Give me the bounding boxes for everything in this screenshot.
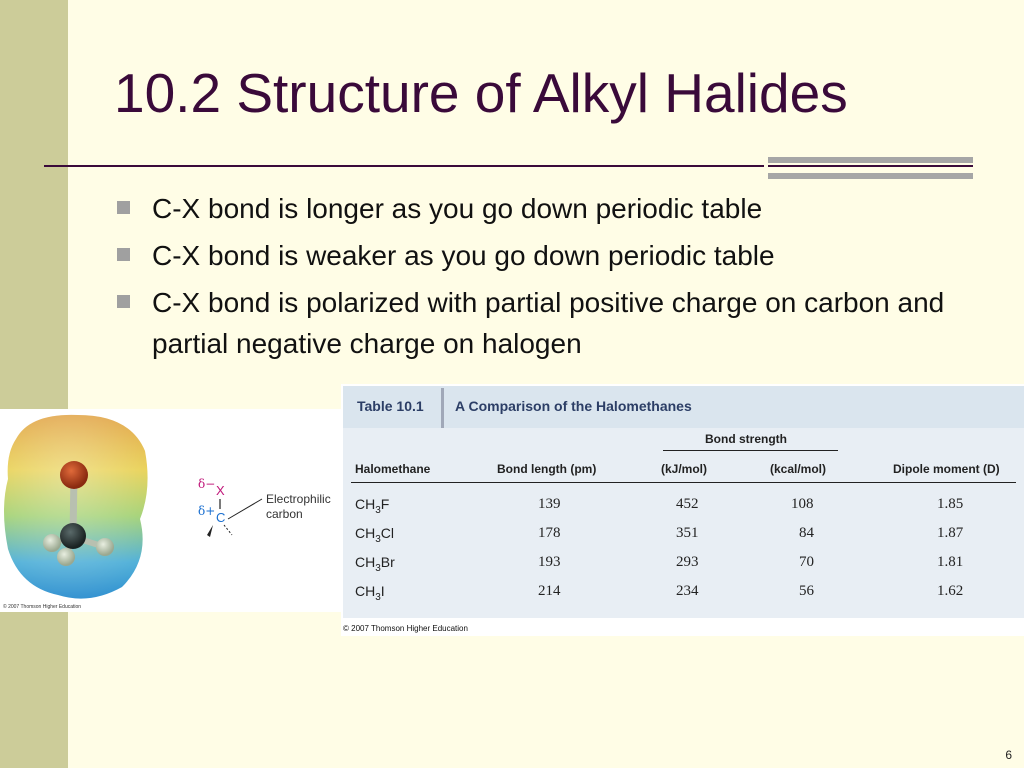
cell-kcal: 84 — [799, 525, 814, 541]
bullet-item — [115, 188, 975, 229]
cell-dipole: 1.62 — [937, 583, 964, 599]
delta-minus-label: δ− — [198, 477, 216, 491]
cell-kcal: 108 — [791, 496, 814, 512]
col-header-bond-length: Bond length (pm) — [497, 462, 597, 476]
hydrogen-atom — [57, 548, 75, 566]
table-body — [343, 428, 1024, 618]
carbon-label: carbon — [266, 507, 303, 521]
page-number: 6 — [1005, 748, 1012, 762]
carbon-atom-label: C — [216, 510, 226, 525]
cell-halomethane: $CH_3I$ — [355, 583, 385, 603]
figure-copyright: © 2007 Thomson Higher Education — [3, 604, 82, 610]
square-bullet-icon — [117, 201, 130, 214]
col-header-kj: (kJ/mol) — [661, 462, 708, 476]
electrostatic-potential-figure — [0, 409, 345, 612]
carbon-atom — [60, 523, 86, 549]
cell-dipole: 1.81 — [937, 554, 964, 570]
cell-kj: 234 — [676, 583, 699, 599]
bullet-item — [115, 282, 975, 364]
table-number: Table 10.1 — [357, 398, 424, 414]
bond-strength-header: Bond strength — [705, 432, 787, 446]
bullet-list — [115, 188, 975, 370]
cell-dipole: 1.85 — [937, 496, 964, 512]
hydrogen-atom — [96, 538, 114, 556]
column-header-rule — [351, 482, 1016, 483]
left-accent-bar — [0, 0, 68, 768]
col-header-dipole: Dipole moment (D) — [893, 462, 1000, 476]
group-header-rule — [663, 450, 838, 451]
table-header-bar — [343, 386, 1024, 428]
cell-bond-length: 139 — [538, 496, 561, 512]
table-header-separator — [441, 388, 444, 430]
col-header-kcal: (kcal/mol) — [770, 462, 827, 476]
cell-kj: 452 — [676, 496, 699, 512]
cell-kcal: 56 — [799, 583, 814, 599]
title-divider — [44, 165, 764, 167]
halogen-atom-label: X — [216, 483, 225, 498]
cell-bond-length: 178 — [538, 525, 561, 541]
cell-halomethane: $CH_3Br$ — [355, 554, 395, 574]
cell-bond-length: 193 — [538, 554, 561, 570]
square-bullet-icon — [117, 248, 130, 261]
molecule-svg — [0, 409, 345, 612]
slide-title: 10.2 Structure of Alkyl Halides — [114, 62, 848, 124]
square-bullet-icon — [117, 295, 130, 308]
table-copyright: © 2007 Thomson Higher Education — [343, 624, 468, 633]
cell-halomethane: $CH_3F$ — [355, 496, 390, 516]
bullet-text: C-X bond is weaker as you go down periodic table — [152, 240, 775, 271]
halomethane-table-figure — [341, 384, 1024, 636]
cell-halomethane: $CH_3Cl$ — [355, 525, 395, 545]
polarity-diagram — [198, 477, 331, 537]
col-header-halomethane: Halomethane — [355, 462, 431, 476]
electrophilic-label: Electrophilic — [266, 492, 331, 506]
bullet-item — [115, 235, 975, 276]
cell-kj: 293 — [676, 554, 699, 570]
bullet-text: C-X bond is polarized with partial positive charge on carbon and partial negative charge on halogen — [152, 287, 945, 359]
bromine-atom — [60, 461, 88, 489]
cell-dipole: 1.87 — [937, 525, 964, 541]
hydrogen-atom — [43, 534, 61, 552]
cell-kcal: 70 — [799, 554, 814, 570]
cell-bond-length: 214 — [538, 583, 561, 599]
delta-plus-label: δ+ — [198, 504, 216, 518]
cell-kj: 351 — [676, 525, 699, 541]
bullet-text: C-X bond is longer as you go down periodic table — [152, 193, 763, 224]
title-divider-accent — [768, 157, 973, 179]
table-title: A Comparison of the Halomethanes — [455, 398, 692, 414]
